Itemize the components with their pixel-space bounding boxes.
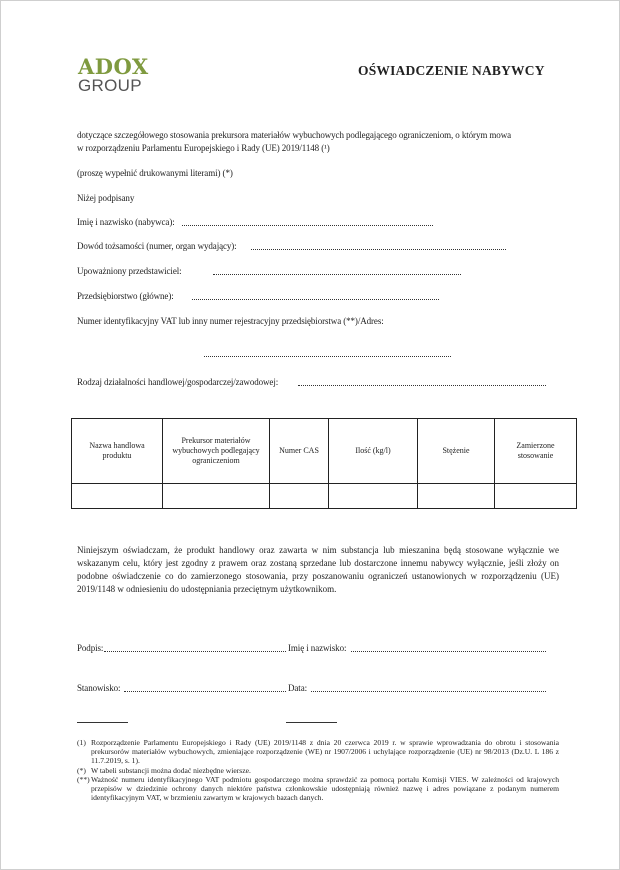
cell-concentration[interactable] (418, 484, 495, 509)
date-label: Data: (288, 683, 307, 693)
header-quantity: Ilość (kg/l) (329, 419, 418, 484)
footnote-mark: (1) (77, 738, 86, 747)
intro-line-2: w rozporządzeniu Parlamentu Europejskiego i Rady (UE) 2019/1148 (¹) (77, 143, 330, 153)
name-label: Imię i nazwisko (nabywca): (77, 217, 175, 227)
representative-label: Upoważniony przedstawiciel: (77, 266, 182, 276)
footnote-text: Ważność numeru identyfikacyjnego VAT podmiotu gospodarczego można sprawdzić za pomocą portalu Komisji VIES. W zależności od krajowych przepisów w dziedzinie ochrony danych niektóre państwa członkowskie udostępniają również nazwę i adres powiązane z podanym numerem identyfikacyjnym VAT, w brzmieniu zawartym w krajowych bazach danych. (91, 775, 559, 802)
date-field[interactable] (311, 691, 546, 692)
header-cas: Numer CAS (270, 419, 329, 484)
activity-field[interactable] (298, 385, 546, 386)
position-label: Stanowisko: (77, 683, 121, 693)
undersigned-label: Niżej podpisany (77, 193, 135, 203)
vat-field[interactable] (204, 356, 451, 357)
table-row (72, 484, 577, 509)
declaration-text: Niniejszym oświadczam, że produkt handlowy oraz zawarta w nim substancja lub mieszanina będą stosowane wyłącznie we wskazanym celu, który jest zgodny z prawem oraz zostaną sprzedane lub dostarczone innemu nabywcy wyłącznie, jeśli złoży on podobne oświadczenie co do zamierzonego stosowania, przy poszanowaniu ograniczeń ustanowionych w rozporządzeniu (UE) 2019/1148 w odniesieniu do udostępniania przeciętnym użytkownikom. (77, 545, 559, 594)
footnote-text: Rozporządzenie Parlamentu Europejskiego i Rady (UE) 2019/1148 z dnia 20 czerwca 2019 r. w sprawie wprowadzania do obrotu i stosowania prekursorów materiałów wybuchowych, zmieniające rozporządzenie (WE) nr 1907/2006 i uchylające rozporządzenie (UE) nr 98/2013 (Dz.U. L 186 z 11.7.2019, s. 1). (91, 738, 559, 765)
cell-precursor[interactable] (163, 484, 270, 509)
header-precursor: Prekursor materiałów wybuchowych podlegający ograniczeniom (163, 419, 270, 484)
header-trade-name: Nazwa handlowa produktu (72, 419, 163, 484)
id-doc-field[interactable] (251, 249, 506, 250)
header-intended-use: Zamierzone stosowanie (495, 419, 577, 484)
signature-label: Podpis: (77, 643, 104, 653)
cell-intended-use[interactable] (495, 484, 577, 509)
footnote-mark: (**) (77, 775, 90, 784)
signer-name-field[interactable] (351, 651, 546, 652)
representative-field[interactable] (213, 274, 461, 275)
cell-trade-name[interactable] (72, 484, 163, 509)
name-field[interactable] (182, 225, 433, 226)
footnote-separator (77, 722, 128, 723)
substances-table (71, 418, 577, 509)
cell-cas[interactable] (270, 484, 329, 509)
id-doc-label: Dowód tożsamości (numer, organ wydający): (77, 241, 237, 251)
separator-line (286, 722, 337, 723)
intro-line-1: dotyczące szczegółowego stosowania prekursora materiałów wybuchowych podlegającego ograniczeniom, o którym mowa (77, 130, 511, 140)
footnote-2 (77, 766, 559, 775)
company-label: Przedsiębiorstwo (główne): (77, 291, 174, 301)
footnote-3 (77, 775, 559, 802)
position-field[interactable] (124, 691, 286, 692)
footnote-mark: (*) (77, 766, 86, 775)
document-title: OŚWIADCZENIE NABYWCY (358, 63, 545, 78)
vat-label: Numer identyfikacyjny VAT lub inny numer rejestracyjny przedsiębiorstwa (**)/Adres: (77, 316, 384, 326)
table-header-row (72, 419, 577, 484)
signature-field[interactable] (104, 651, 286, 652)
header-concentration: Stężenie (418, 419, 495, 484)
print-note: (proszę wypełnić drukowanymi literami) (*) (77, 168, 233, 178)
cell-quantity[interactable] (329, 484, 418, 509)
company-field[interactable] (192, 299, 439, 300)
logo-adox: ADOX (78, 54, 149, 79)
signer-name-label: Imię i nazwisko: (288, 643, 347, 653)
activity-label: Rodzaj działalności handlowej/gospodarczej/zawodowej: (77, 377, 279, 387)
footnote-text: W tabeli substancji można dodać niezbędne wiersze. (91, 766, 251, 775)
logo-group: GROUP (78, 76, 142, 95)
footnote-1 (77, 738, 559, 765)
